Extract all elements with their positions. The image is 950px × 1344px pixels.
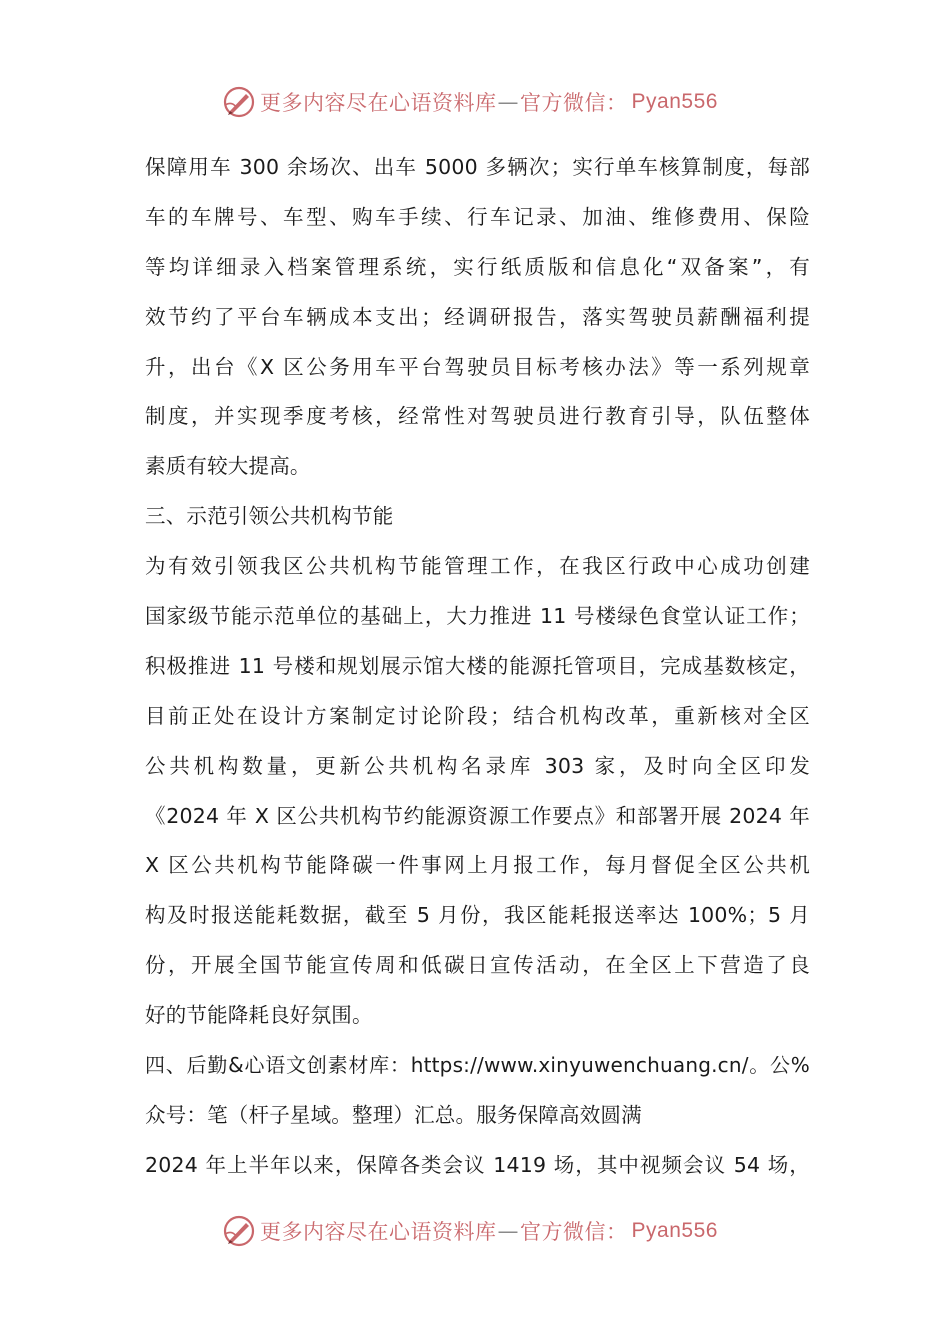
banner-wechat-label: 官方微信：: [520, 1220, 628, 1244]
text-line: 等均详细录入档案管理系统，实行纸质版和信息化“双备案”，有: [145, 254, 810, 279]
section-heading: 四、后勤&心语文创素材库：https://www.xinyuwenchuang.cn/。公%: [145, 1053, 810, 1078]
text-line: 为有效引领我区公共机构节能管理工作，在我区行政中心成功创建: [145, 554, 810, 579]
text-line: 国家级节能示范单位的基础上，大力推进 11 号楼绿色食堂认证工作；: [145, 604, 810, 629]
text-line: 车的车牌号、车型、购车手续、行车记录、加油、维修费用、保险: [145, 204, 810, 229]
header-watermark-banner: [0, 82, 950, 122]
text-line: X 区公共机构节能降碳一件事网上月报工作，每月督促全区公共机: [145, 853, 810, 878]
section-heading: 三、示范引领公共机构节能: [145, 504, 394, 529]
text-line: 保障用车 300 余场次、出车 5000 多辆次；实行单车核算制度，每部: [145, 155, 810, 179]
pen-circle-icon: [222, 1214, 256, 1248]
banner-wechat-handle: Pyan556: [631, 90, 718, 113]
text-line: 公共机构数量，更新公共机构名录库 303 家，及时向全区印发: [145, 753, 810, 778]
text-line: 《2024 年 X 区公共机构节约能源资源工作要点》和部署开展 2024 年: [145, 803, 810, 828]
text-line: 份，开展全国节能宣传周和低碳日宣传活动，在全区上下营造了良: [145, 953, 810, 978]
text-line: 素质有较大提高。: [145, 454, 311, 479]
footer-watermark-banner: [0, 1211, 950, 1251]
pen-circle-icon: [222, 85, 256, 119]
banner-main-text: 更多内容尽在心语资料库: [260, 1220, 497, 1244]
banner-main-text: 更多内容尽在心语资料库: [260, 91, 497, 115]
paragraph-energy-saving: [145, 542, 810, 1041]
text-line: 效节约了平台车辆成本支出；经调研报告，落实驾驶员薪酬福利提: [145, 304, 810, 329]
text-line: 2024 年上半年以来，保障各类会议 1419 场，其中视频会议 54 场，: [145, 1152, 810, 1177]
text-line: 好的节能降耗良好氛围。: [145, 1003, 373, 1028]
text-line: 目前正处在设计方案制定讨论阶段；结合机构改革，重新核对全区: [145, 703, 810, 728]
section-heading-3: [145, 492, 810, 542]
section-heading-4: [145, 1041, 810, 1141]
text-line: 制度，并实现季度考核，经常性对驾驶员进行教育引导，队伍整体: [145, 404, 810, 429]
banner-wechat-label: 官方微信：: [520, 91, 628, 115]
document-body: [145, 143, 810, 1191]
banner-separator: —: [497, 1219, 520, 1243]
text-line: 构及时报送能耗数据，截至 5 月份，我区能耗报送率达 100%；5 月: [145, 903, 810, 928]
text-line: 升，出台《X 区公务用车平台驾驶员目标考核办法》等一系列规章: [145, 354, 810, 379]
paragraph-service-support: [145, 1141, 810, 1191]
section-heading: 众号：笔（杆子星域。整理）汇总。服务保障高效圆满: [145, 1102, 642, 1127]
banner-wechat-handle: Pyan556: [631, 1219, 718, 1242]
paragraph-vehicle-management: [145, 143, 810, 492]
banner-separator: —: [497, 90, 520, 114]
text-line: 积极推进 11 号楼和规划展示馆大楼的能源托管项目，完成基数核定，: [145, 653, 810, 678]
